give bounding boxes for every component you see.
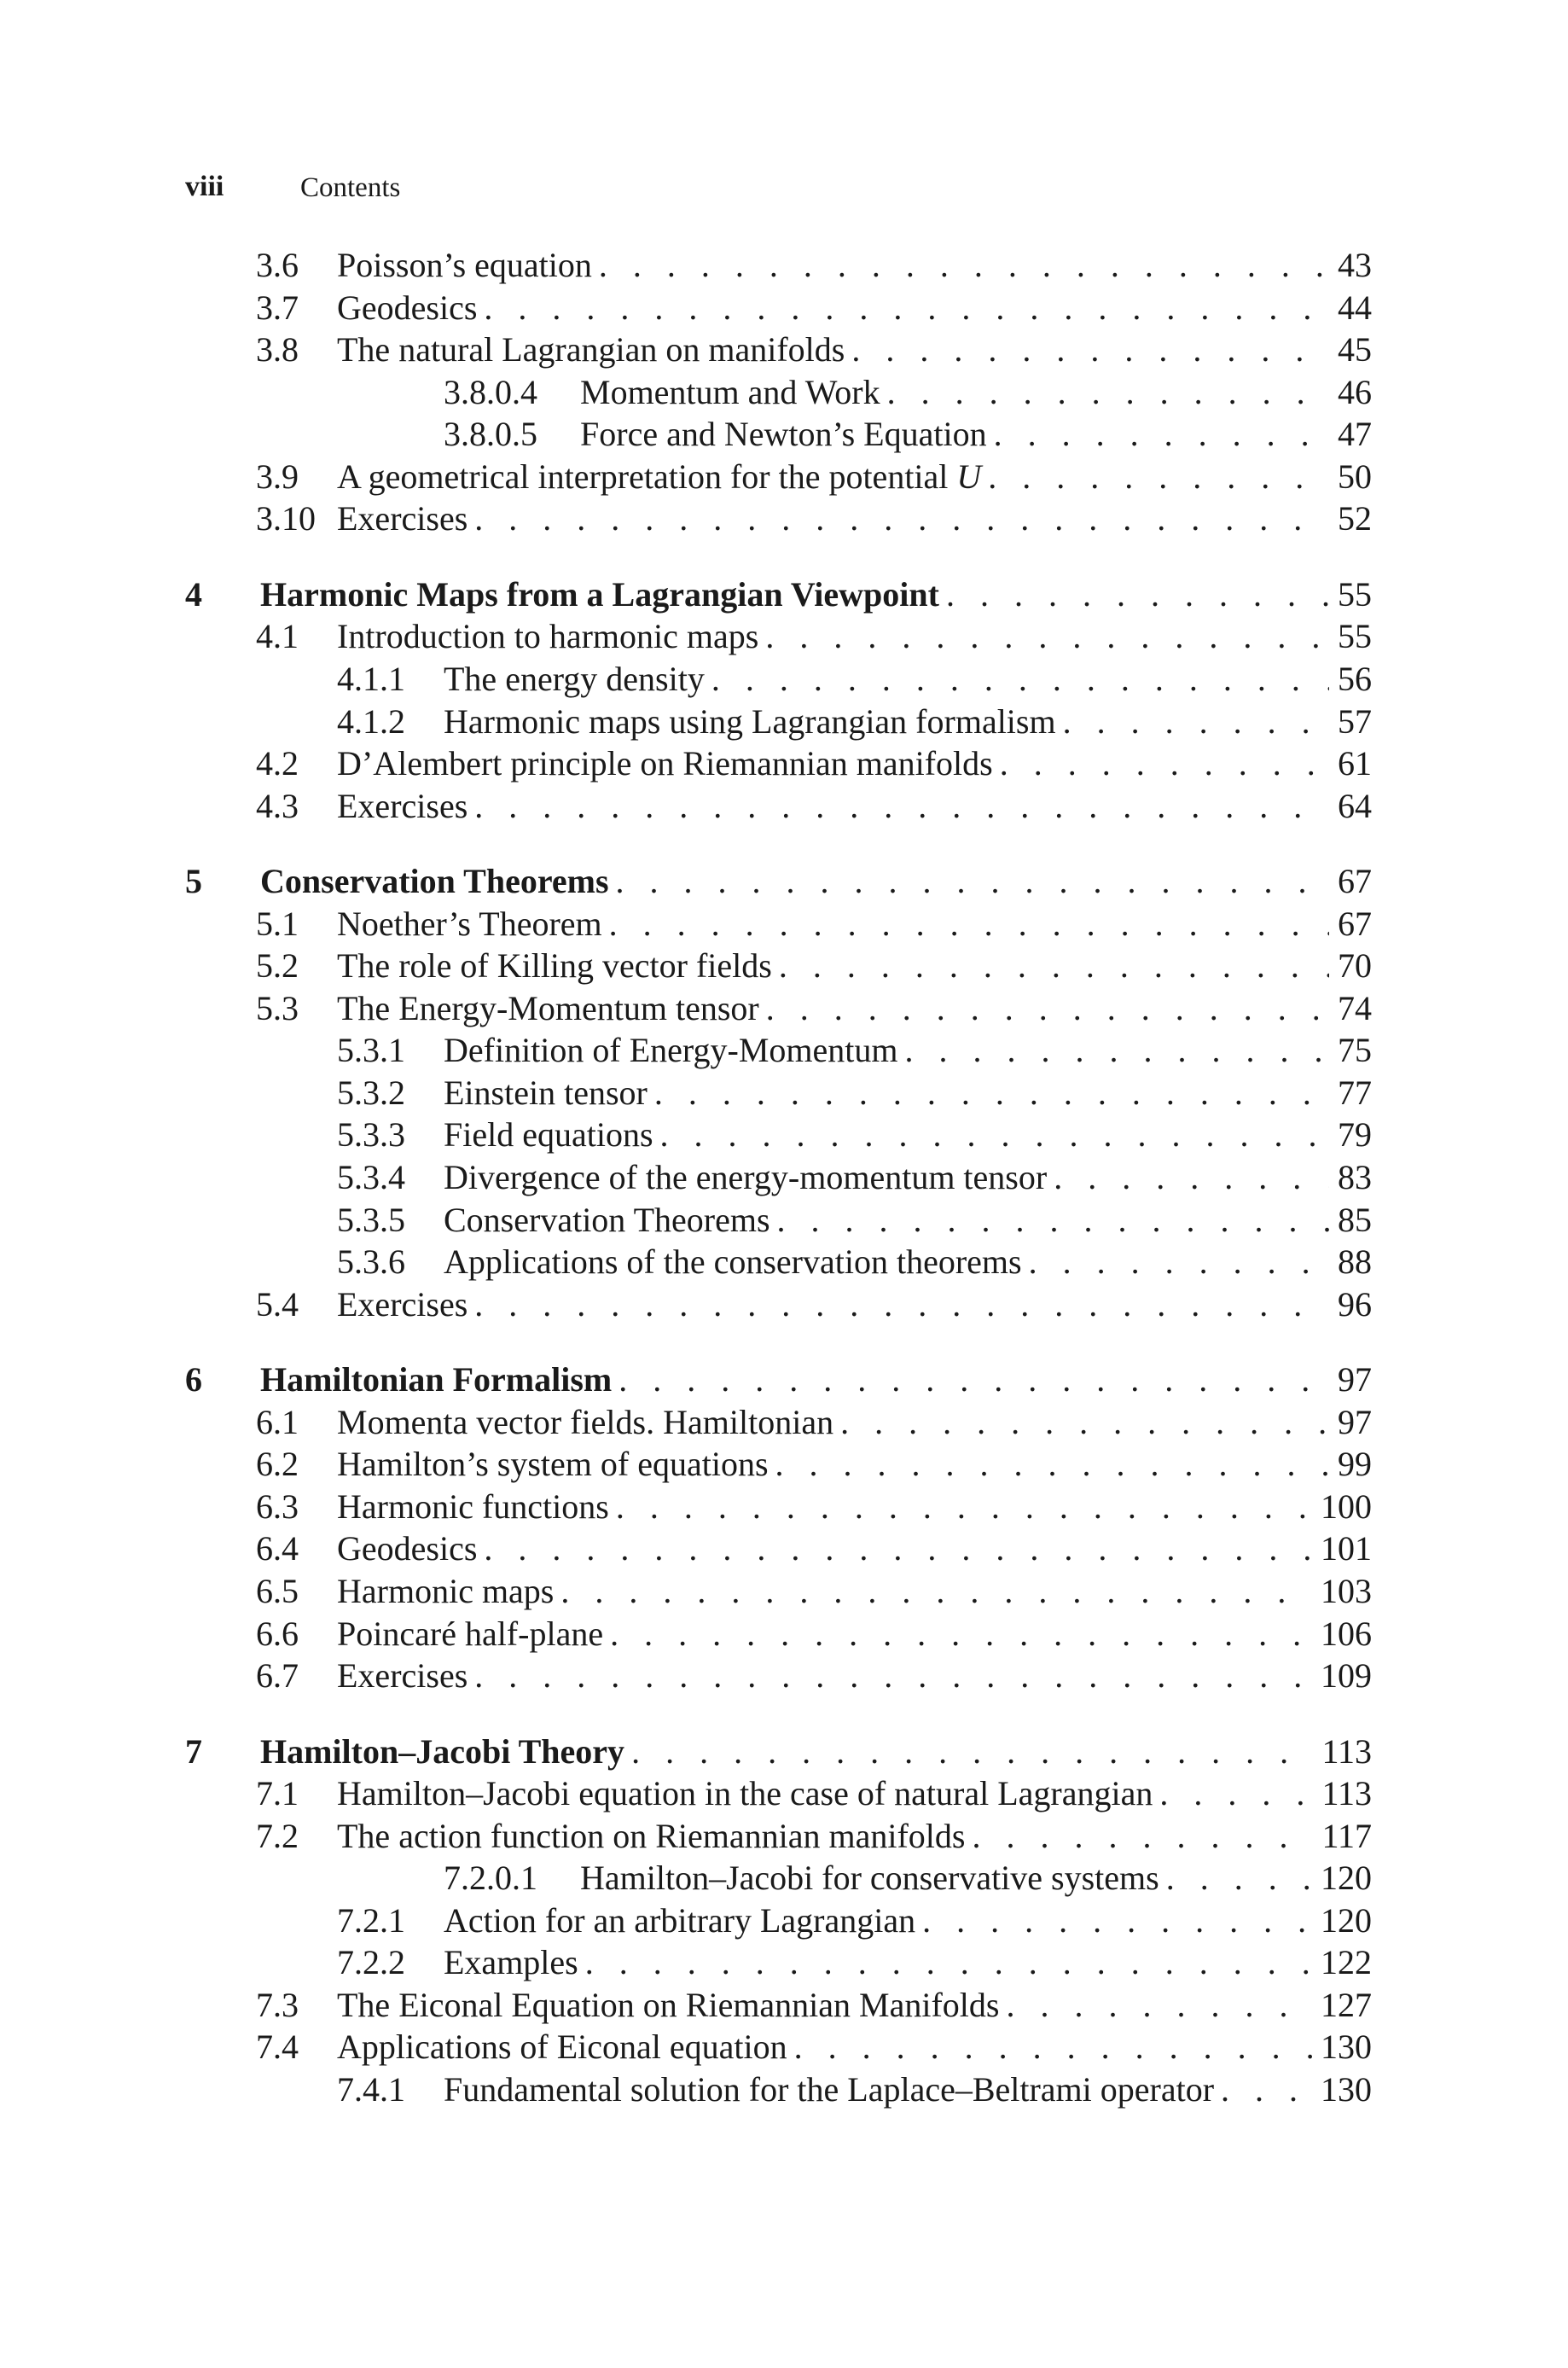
toc-entry-page: 88 (1338, 1242, 1372, 1282)
toc-entry (0, 2068, 1568, 2111)
toc-entry-line (337, 287, 1372, 329)
toc-entry-title: The role of Killing vector fields (337, 946, 772, 986)
toc-entry (0, 615, 1568, 658)
toc-entry-title: Introduction to harmonic maps (337, 617, 759, 656)
toc-entry-number: 3.8.0.4 (444, 372, 537, 411)
toc-entry-line (337, 742, 1372, 785)
dot-leader (1054, 1156, 1329, 1199)
dot-leader (585, 1941, 1312, 1984)
dot-leader (618, 1359, 1329, 1401)
toc-entry-number: 7 (185, 1731, 202, 1771)
toc-entry (0, 1241, 1568, 1283)
toc-entry-line (337, 1815, 1372, 1858)
toc-entry-page: 113 (1321, 1731, 1372, 1771)
toc-entry-line (337, 244, 1372, 287)
dot-leader (887, 371, 1329, 414)
toc-entry (0, 945, 1568, 987)
toc-entry-title: D’Alembert principle on Riemannian manifolds (337, 744, 993, 783)
toc-entry-number: 5.3.5 (337, 1200, 405, 1239)
math-variable: U (956, 457, 982, 496)
toc-entry-number: 6.4 (256, 1529, 299, 1568)
toc-entry-line (260, 1359, 1372, 1401)
dot-leader (972, 1815, 1313, 1858)
dot-leader (840, 1401, 1329, 1444)
toc-entry-title: Geodesics (337, 1529, 478, 1568)
toc-entry (0, 1283, 1568, 1326)
toc-entry-number: 6.1 (256, 1402, 299, 1441)
dot-leader (1006, 1984, 1312, 2027)
toc-entry-title: Harmonic maps using Lagrangian formalism (444, 701, 1056, 741)
toc-entry-title: Action for an arbitrary Lagrangian (444, 1900, 916, 1940)
toc-entry-page: 50 (1338, 457, 1372, 496)
toc-entry-line (444, 1029, 1372, 1072)
toc-entry-page: 57 (1338, 701, 1372, 741)
dot-leader (654, 1072, 1329, 1114)
dot-leader (1159, 1772, 1313, 1815)
toc-entry-line (444, 2068, 1372, 2111)
toc-entry (0, 1570, 1568, 1613)
toc-entry-number: 6.5 (256, 1571, 299, 1610)
toc-entry-page: 117 (1321, 1816, 1372, 1855)
toc-entry (0, 1772, 1568, 1815)
toc-entry-title: Harmonic Maps from a Lagrangian Viewpoint (260, 574, 939, 614)
toc-entry-line (260, 573, 1372, 616)
toc-entry-page: 103 (1321, 1571, 1372, 1610)
toc-entry-number: 3.8.0.5 (444, 415, 537, 454)
toc-entry-number: 3.8 (256, 330, 299, 369)
toc-entry-page: 67 (1338, 862, 1372, 901)
toc-entry-number: 7.4.1 (337, 2070, 405, 2109)
toc-entry-line (580, 1857, 1372, 1900)
toc-entry-line (444, 1941, 1372, 1984)
toc-entry-page: 56 (1338, 660, 1372, 698)
toc-entry-title: Hamilton–Jacobi equation in the case of natural Lagrangian (337, 1774, 1153, 1813)
toc-chapter-entry (0, 573, 1568, 616)
toc-entry-title: Poincaré half-plane (337, 1614, 604, 1653)
dot-leader (946, 573, 1329, 616)
toc-entry (0, 1156, 1568, 1199)
toc-entry-number: 7.4 (256, 2028, 299, 2067)
toc-entry-title: Harmonic functions (337, 1487, 609, 1526)
toc-entry-page: 79 (1338, 1115, 1372, 1155)
toc-entry-title: Hamilton–Jacobi for conservative systems (580, 1859, 1159, 1898)
toc-entry-line (337, 903, 1372, 945)
toc-chapter-entry (0, 1731, 1568, 1773)
toc-entry-page: 120 (1321, 1900, 1372, 1940)
toc-entry (0, 701, 1568, 743)
toc-entry-page: 83 (1338, 1158, 1372, 1196)
dot-leader (711, 658, 1329, 701)
toc-entry-title: Force and Newton’s Equation (580, 415, 987, 454)
toc-entry (0, 1029, 1568, 1072)
dot-leader (779, 945, 1329, 987)
toc-entry-line (444, 1156, 1372, 1199)
toc-entry (0, 1401, 1568, 1444)
dot-leader (474, 497, 1329, 540)
toc-entry-page: 97 (1338, 1360, 1372, 1399)
toc-entry-page: 97 (1338, 1402, 1372, 1441)
dot-leader (599, 244, 1329, 287)
toc-entry-line (337, 2026, 1372, 2068)
toc-entry-number: 7.2.2 (337, 1943, 405, 1982)
toc-entry-page: 130 (1321, 2028, 1372, 2067)
dot-leader (988, 456, 1329, 498)
toc-entry-number: 4.2 (256, 744, 299, 783)
toc-entry (0, 903, 1568, 945)
toc-entry-title: Momenta vector fields. Hamiltonian (337, 1402, 834, 1441)
dot-leader (610, 1613, 1312, 1655)
toc-entry-title: Applications of the conservation theorems (444, 1242, 1022, 1282)
toc-entry-title: Examples (444, 1943, 578, 1982)
toc-entry-number: 3.9 (256, 457, 299, 496)
dot-leader (474, 1655, 1312, 1697)
dot-leader (474, 1283, 1329, 1326)
dot-leader (777, 1199, 1329, 1242)
toc-entry (0, 1900, 1568, 1942)
toc-entry-number: 5.3.2 (337, 1073, 405, 1112)
toc-entry-page: 45 (1338, 330, 1372, 369)
toc-entry-title: Hamilton–Jacobi Theory (260, 1731, 625, 1771)
toc-entry-page: 100 (1321, 1487, 1372, 1526)
toc-entry-line (444, 1114, 1372, 1156)
toc-entry-line (260, 1731, 1372, 1773)
toc-entry-title: Definition of Energy-Momentum (444, 1031, 898, 1070)
toc-entry-number: 5.3 (256, 988, 299, 1027)
toc-entry-number: 3.10 (256, 499, 316, 538)
toc-entry (0, 987, 1568, 1030)
toc-entry-number: 6 (185, 1360, 202, 1399)
dot-leader (794, 2026, 1312, 2068)
toc-entry (0, 1486, 1568, 1528)
toc-entry-title: Hamiltonian Formalism (260, 1360, 613, 1399)
dot-leader (1029, 1241, 1329, 1283)
toc-entry (0, 497, 1568, 540)
toc-entry-page: 113 (1321, 1774, 1372, 1813)
dot-leader (660, 1114, 1329, 1156)
running-title: Contents (300, 172, 401, 203)
toc-entry-line (337, 1283, 1372, 1326)
toc-entry-title: Geodesics (337, 288, 478, 327)
toc-entry (0, 1072, 1568, 1114)
toc-entry-number: 4.1 (256, 617, 299, 656)
toc-entry (0, 1527, 1568, 1570)
toc-entry-line (444, 1241, 1372, 1283)
toc-entry (0, 742, 1568, 785)
toc-entry-page: 55 (1338, 617, 1372, 656)
toc-entry (0, 1941, 1568, 1984)
toc-entry-page: 64 (1338, 786, 1372, 825)
toc-entry-page: 47 (1338, 415, 1372, 454)
toc-entry-title: The energy density (444, 660, 705, 698)
toc-entry-line (337, 1772, 1372, 1815)
toc-entry-number: 7.3 (256, 1985, 299, 2024)
toc-entry-line (337, 1443, 1372, 1486)
toc-entry-page: 70 (1338, 946, 1372, 986)
toc-entry (0, 1199, 1568, 1242)
toc-entry-number: 5.2 (256, 946, 299, 986)
page-number: viii (185, 171, 224, 202)
toc-entry-title: Fundamental solution for the Laplace–Beltrami operator (444, 2070, 1215, 2109)
toc-entry-title: Conservation Theorems (444, 1200, 770, 1239)
dot-leader (1000, 742, 1329, 785)
toc-entry-line (337, 497, 1372, 540)
toc-entry-number: 7.1 (256, 1774, 299, 1813)
toc-entry-page: 120 (1321, 1859, 1372, 1898)
toc-entry-line (444, 1900, 1372, 1942)
toc-entry (0, 785, 1568, 828)
toc-entry-line (337, 615, 1372, 658)
toc-entry-page: 67 (1338, 904, 1372, 943)
toc-entry-line (337, 987, 1372, 1030)
toc-entry-number: 3.6 (256, 246, 299, 284)
toc-entry-title: Noether’s Theorem (337, 904, 602, 943)
toc-entry-line (444, 1199, 1372, 1242)
dot-leader (994, 413, 1329, 456)
dot-leader (631, 1731, 1313, 1773)
toc-entry (0, 413, 1568, 456)
toc-entry-line (337, 945, 1372, 987)
toc-entry-number: 7.2.1 (337, 1900, 405, 1940)
toc-entry-title: The Energy-Momentum tensor (337, 988, 759, 1027)
toc-entry-line (337, 1613, 1372, 1655)
toc-entry-number: 6.7 (256, 1656, 299, 1695)
toc-entry-page: 127 (1321, 1985, 1372, 2024)
toc-entry-page: 122 (1321, 1943, 1372, 1982)
toc-entry-title: Hamilton’s system of equations (337, 1445, 769, 1484)
toc-entry-number: 6.6 (256, 1614, 299, 1653)
dot-leader (922, 1900, 1312, 1942)
toc-entry-number: 5 (185, 862, 202, 901)
dot-leader (851, 329, 1329, 371)
toc-entry-title: A geometrical interpretation for the potential U (337, 457, 982, 496)
toc-entry-page: 75 (1338, 1031, 1372, 1070)
toc-entry-page: 74 (1338, 988, 1372, 1027)
toc-entry (0, 1984, 1568, 2027)
toc-entry-page: 130 (1321, 2070, 1372, 2109)
dot-leader (1166, 1857, 1312, 1900)
toc-entry-page: 109 (1321, 1656, 1372, 1695)
toc-entry-line (580, 413, 1372, 456)
toc-entry-title: Einstein tensor (444, 1073, 648, 1112)
toc-entry (0, 2026, 1568, 2068)
toc-entry-line (337, 1655, 1372, 1697)
toc-entry-title: Poisson’s equation (337, 246, 592, 284)
toc-entry-page: 96 (1338, 1284, 1372, 1324)
dot-leader (616, 860, 1329, 903)
toc-entry-number: 5.3.1 (337, 1031, 405, 1070)
toc-entry-number: 6.3 (256, 1487, 299, 1526)
toc-entry (0, 658, 1568, 701)
toc-entry (0, 1443, 1568, 1486)
toc-entry (0, 244, 1568, 287)
toc-entry (0, 329, 1568, 371)
toc-entry (0, 1857, 1568, 1900)
toc-entry-page: 55 (1338, 574, 1372, 614)
toc-entry-title: The action function on Riemannian manifolds (337, 1816, 966, 1855)
dot-leader (775, 1443, 1329, 1486)
toc-entry-number: 5.3.6 (337, 1242, 405, 1282)
toc-entry-line (337, 785, 1372, 828)
toc-entry-page: 44 (1338, 288, 1372, 327)
dot-leader (1221, 2068, 1312, 2111)
toc-entry-number: 4.1.2 (337, 701, 405, 741)
toc-entry-title: Field equations (444, 1115, 653, 1155)
toc-entry-page: 99 (1338, 1445, 1372, 1484)
dot-leader (484, 1527, 1312, 1570)
dot-leader (905, 1029, 1330, 1072)
toc-entry-title: Divergence of the energy-momentum tensor (444, 1158, 1048, 1196)
toc-entry (0, 371, 1568, 414)
toc-entry-page: 43 (1338, 246, 1372, 284)
toc-entry-page: 52 (1338, 499, 1372, 538)
toc-entry-line (337, 1486, 1372, 1528)
toc-entry-line (580, 371, 1372, 414)
toc-entry (0, 287, 1568, 329)
toc-entry-title: Conservation Theorems (260, 862, 609, 901)
page-header (0, 0, 1568, 222)
dot-leader (616, 1486, 1312, 1528)
toc-entry-number: 3.7 (256, 288, 299, 327)
dot-leader (1063, 701, 1329, 743)
dot-leader (766, 987, 1329, 1030)
toc-entry-title: Exercises (337, 1284, 468, 1324)
dot-leader (474, 785, 1329, 828)
dot-leader (484, 287, 1329, 329)
toc-entry-line (337, 456, 1372, 498)
toc-entry-page: 85 (1338, 1200, 1372, 1239)
toc-entry-number: 5.1 (256, 904, 299, 943)
toc-entry-number: 5.3.3 (337, 1115, 405, 1155)
toc-entry (0, 1613, 1568, 1655)
toc-entry-line (444, 701, 1372, 743)
toc-entry (0, 1655, 1568, 1697)
toc-entry-number: 7.2.0.1 (444, 1859, 537, 1898)
toc-chapter-entry (0, 1359, 1568, 1401)
toc-entry-line (337, 1527, 1372, 1570)
toc-entry-line (444, 1072, 1372, 1114)
toc-entry-page: 77 (1338, 1073, 1372, 1112)
toc-entry-title: Exercises (337, 1656, 468, 1695)
toc-entry-line (444, 658, 1372, 701)
toc-entry-page: 61 (1338, 744, 1372, 783)
toc-entry-number: 5.4 (256, 1284, 299, 1324)
toc-entry-title: The Eiconal Equation on Riemannian Manifolds (337, 1985, 1000, 2024)
toc-entry-title: Applications of Eiconal equation (337, 2028, 787, 2067)
toc-entry-title: Exercises (337, 499, 468, 538)
toc-entry-title: Momentum and Work (580, 372, 880, 411)
toc-entry-page: 106 (1321, 1614, 1372, 1653)
toc-entry-title: Harmonic maps (337, 1571, 555, 1610)
dot-leader (765, 615, 1329, 658)
toc-entry-page: 101 (1321, 1529, 1372, 1568)
toc-entry (0, 1815, 1568, 1858)
toc-entry-line (337, 1401, 1372, 1444)
toc-entry-number: 5.3.4 (337, 1158, 405, 1196)
toc-chapter-entry (0, 860, 1568, 903)
toc-entry (0, 1114, 1568, 1156)
toc-entry-page: 46 (1338, 372, 1372, 411)
toc-entry-number: 7.2 (256, 1816, 299, 1855)
toc-entry-line (260, 860, 1372, 903)
toc-entry-number: 4 (185, 574, 202, 614)
toc-entry-line (337, 1984, 1372, 2027)
toc-entry-number: 4.1.1 (337, 660, 405, 698)
dot-leader (560, 1570, 1312, 1613)
dot-leader (609, 903, 1329, 945)
toc-entry-number: 6.2 (256, 1445, 299, 1484)
toc-entry (0, 456, 1568, 498)
toc-entry-line (337, 1570, 1372, 1613)
toc-entry-title: The natural Lagrangian on manifolds (337, 330, 845, 369)
toc-entry-title: Exercises (337, 786, 468, 825)
toc-entry-line (337, 329, 1372, 371)
toc-entry-number: 4.3 (256, 786, 299, 825)
